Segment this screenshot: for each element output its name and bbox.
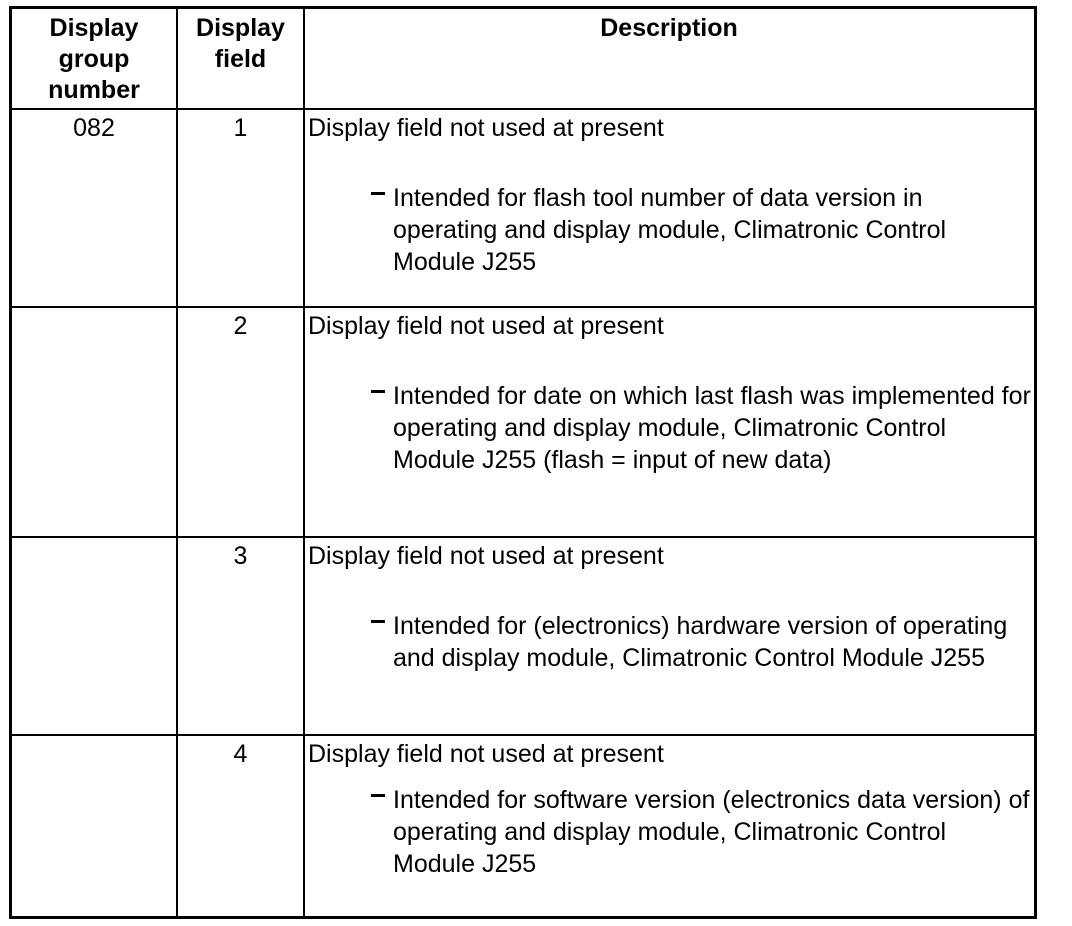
row-divider — [12, 536, 1034, 538]
field-number-cell: 4 — [233, 740, 248, 768]
group-number-cell: 082 — [73, 114, 115, 142]
description-detail: Intended for (electronics) hardware version of operating and display module, Climatronic Control Module J255 — [393, 612, 1008, 672]
field-number-cell: 1 — [233, 114, 248, 142]
header-display-group-number: Display group number — [48, 14, 140, 104]
row-divider — [12, 108, 1034, 110]
description-title: Display field not used at present — [308, 114, 664, 142]
header-description: Description — [600, 14, 738, 42]
dash-bullet-icon — [371, 794, 385, 797]
dash-bullet-icon — [371, 192, 385, 195]
field-number-cell: 3 — [233, 542, 248, 570]
header-display-field: Display field — [196, 14, 285, 73]
row-divider — [12, 306, 1034, 308]
dash-bullet-icon — [371, 390, 385, 393]
description-title: Display field not used at present — [308, 312, 664, 340]
description-title: Display field not used at present — [308, 740, 664, 768]
row-divider — [12, 734, 1034, 736]
diagnostic-table — [9, 6, 1037, 919]
field-number-cell: 2 — [233, 312, 248, 340]
dash-bullet-icon — [371, 620, 385, 623]
description-detail: Intended for software version (electronics data version) of operating and display module, Climatronic Control Module J255 — [393, 786, 1030, 878]
description-title: Display field not used at present — [308, 542, 664, 570]
description-detail: Intended for flash tool number of data version in operating and display module, Climatronic Control Module J255 — [393, 184, 947, 276]
column-divider — [176, 9, 178, 916]
description-detail: Intended for date on which last flash was implemented for operating and display module, Climatronic Control Module J255 (flash = input of new data) — [393, 382, 1031, 474]
column-divider — [303, 9, 305, 916]
